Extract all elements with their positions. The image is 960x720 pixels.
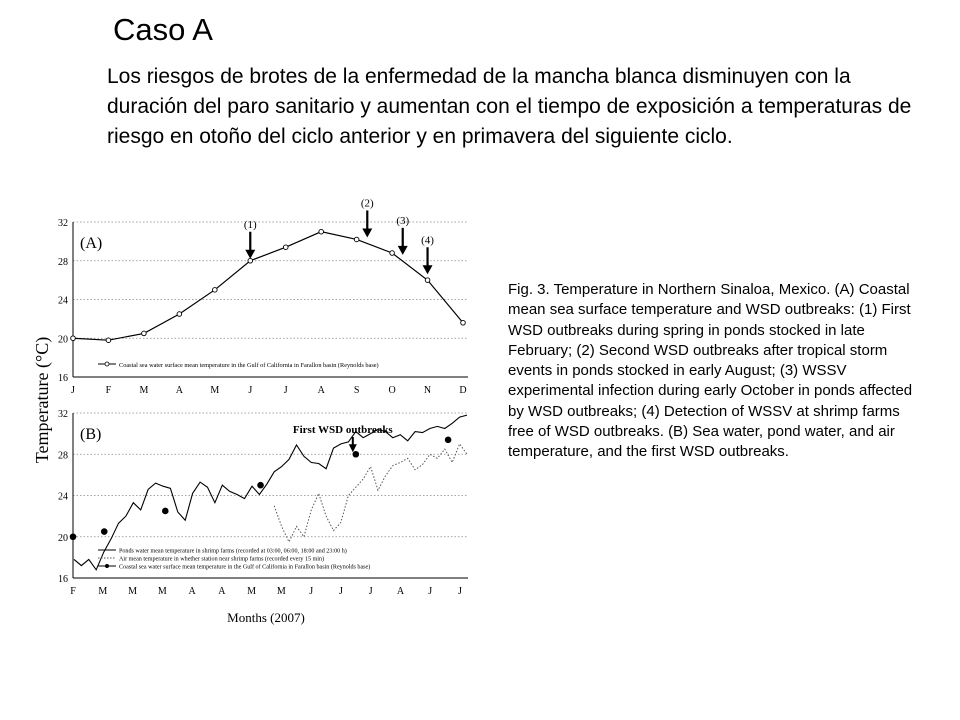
x-tick-label: A xyxy=(317,385,325,396)
legend-text: Coastal sea water surface mean temperature in the Gulf of California in Farallon basin (Reynolds base) xyxy=(119,362,379,369)
y-tick-label: 20 xyxy=(58,334,68,346)
x-tick-label: N xyxy=(423,385,432,396)
x-tick-label: M xyxy=(98,586,108,597)
x-tick-label: A xyxy=(396,586,405,597)
annotation-label: (1) xyxy=(243,218,257,231)
y-tick-label: 32 xyxy=(58,218,68,229)
annotation-label: (2) xyxy=(360,197,374,210)
arrow-head xyxy=(362,228,372,237)
x-tick-label: M xyxy=(210,385,220,396)
data-point xyxy=(71,336,76,341)
slide-title: Caso A xyxy=(113,12,213,47)
x-tick-label: J xyxy=(458,586,462,597)
x-tick-label: O xyxy=(388,385,396,396)
data-point xyxy=(248,258,253,263)
y-tick-label: 16 xyxy=(58,574,68,585)
data-point xyxy=(354,237,359,242)
y-tick-label: 24 xyxy=(58,491,68,503)
data-point xyxy=(177,312,182,317)
series-line-air xyxy=(274,444,467,542)
data-point xyxy=(353,451,360,458)
y-tick-label: 24 xyxy=(58,295,68,307)
data-point xyxy=(101,528,108,535)
annotation-label: First WSD outbreaks xyxy=(292,424,393,436)
x-tick-label: J xyxy=(428,586,433,597)
x-tick-label: J xyxy=(368,586,373,597)
annotation-arrow xyxy=(396,215,409,255)
data-point xyxy=(142,331,147,336)
data-point xyxy=(390,251,395,256)
x-tick-label: D xyxy=(459,385,467,396)
x-tick-label: J xyxy=(248,385,253,396)
x-tick-label: M xyxy=(139,385,149,396)
y-tick-label: 28 xyxy=(58,450,68,462)
series-line-pond xyxy=(74,415,467,570)
data-point xyxy=(461,320,466,325)
temperature-figure xyxy=(20,195,480,630)
x-tick-label: M xyxy=(128,586,137,597)
x-tick-label: A xyxy=(175,385,183,396)
data-point xyxy=(213,288,218,293)
data-point xyxy=(257,482,264,489)
arrow-head xyxy=(423,265,433,274)
panel-label: (B) xyxy=(80,426,102,443)
figure-caption: Fig. 3. Temperature in Northern Sinaloa, Mexico. (A) Coastal mean sea surface temperature and WSD outbreaks: (1) First WSD outbreaks during spring in ponds stocked in late February; (2) Second WSD outbreaks after tropical storm events in ponds stocked in early August; (3) WSSV experimental infection during early October in ponds affected by WSD outbreaks; (4) Detection of WSSV at shrimp farms free of WSD outbreaks. (B) Sea water, pond water, and air temperature, and the first WSD outbreaks. xyxy=(508,281,913,461)
x-tick-label: S xyxy=(353,385,360,396)
y-tick-label: 32 xyxy=(58,409,68,420)
x-tick-label: M xyxy=(276,586,286,597)
y-axis-label: Temperature (°C) xyxy=(32,336,52,464)
y-tick-label: 28 xyxy=(58,256,68,268)
y-tick-label: 20 xyxy=(58,532,68,544)
slide-body-text: Los riesgos de brotes de la enfermedad de la mancha blanca disminuyen con la duración del paro sanitario y aumentan con el tiempo de exposición a temperaturas de riesgo en otoño del ciclo anterior y en primavera del siguiente ciclo. xyxy=(107,65,912,148)
x-tick-label: M xyxy=(247,586,257,597)
x-axis-label: Months (2007) xyxy=(227,610,305,625)
annotation-label: (4) xyxy=(421,234,434,247)
x-tick-label: A xyxy=(218,586,226,597)
legend-marker xyxy=(105,564,109,568)
panel-b xyxy=(58,409,468,597)
data-point xyxy=(425,278,430,283)
x-tick-label: M xyxy=(157,586,167,597)
x-tick-label: J xyxy=(338,586,343,597)
x-tick-label: J xyxy=(71,385,75,396)
legend-text: Coastal sea water surface mean temperature in the Gulf of California in Farallon basin (Reynolds base) xyxy=(119,564,371,571)
annotation-arrow xyxy=(244,219,257,259)
panel-label: (A) xyxy=(80,235,103,252)
legend-text: Ponds water mean temperature in shrimp farms (recorded at 03:00, 06:00, 18:00 and 23:00 h) xyxy=(119,548,347,555)
data-point xyxy=(283,245,288,250)
x-tick-label: F xyxy=(105,385,112,396)
x-tick-label: J xyxy=(283,385,288,396)
x-tick-label: F xyxy=(70,586,76,597)
data-point xyxy=(70,533,77,540)
arrow-head xyxy=(398,246,408,255)
legend-marker xyxy=(105,362,109,366)
annotation-arrow xyxy=(361,197,374,237)
data-point xyxy=(319,229,324,234)
annotation-arrow xyxy=(421,234,434,274)
data-point xyxy=(106,338,111,343)
annotation-label: (3) xyxy=(396,214,410,227)
data-point xyxy=(445,437,452,444)
x-tick-label: A xyxy=(188,586,196,597)
x-tick-label: J xyxy=(309,586,314,597)
data-point xyxy=(162,508,169,515)
arrow-head xyxy=(245,250,255,259)
panel-a xyxy=(58,197,468,396)
y-tick-label: 16 xyxy=(58,373,68,384)
legend-text: Air mean temperature in whether station near shrimp farms (recorded every 15 min) xyxy=(119,556,325,563)
